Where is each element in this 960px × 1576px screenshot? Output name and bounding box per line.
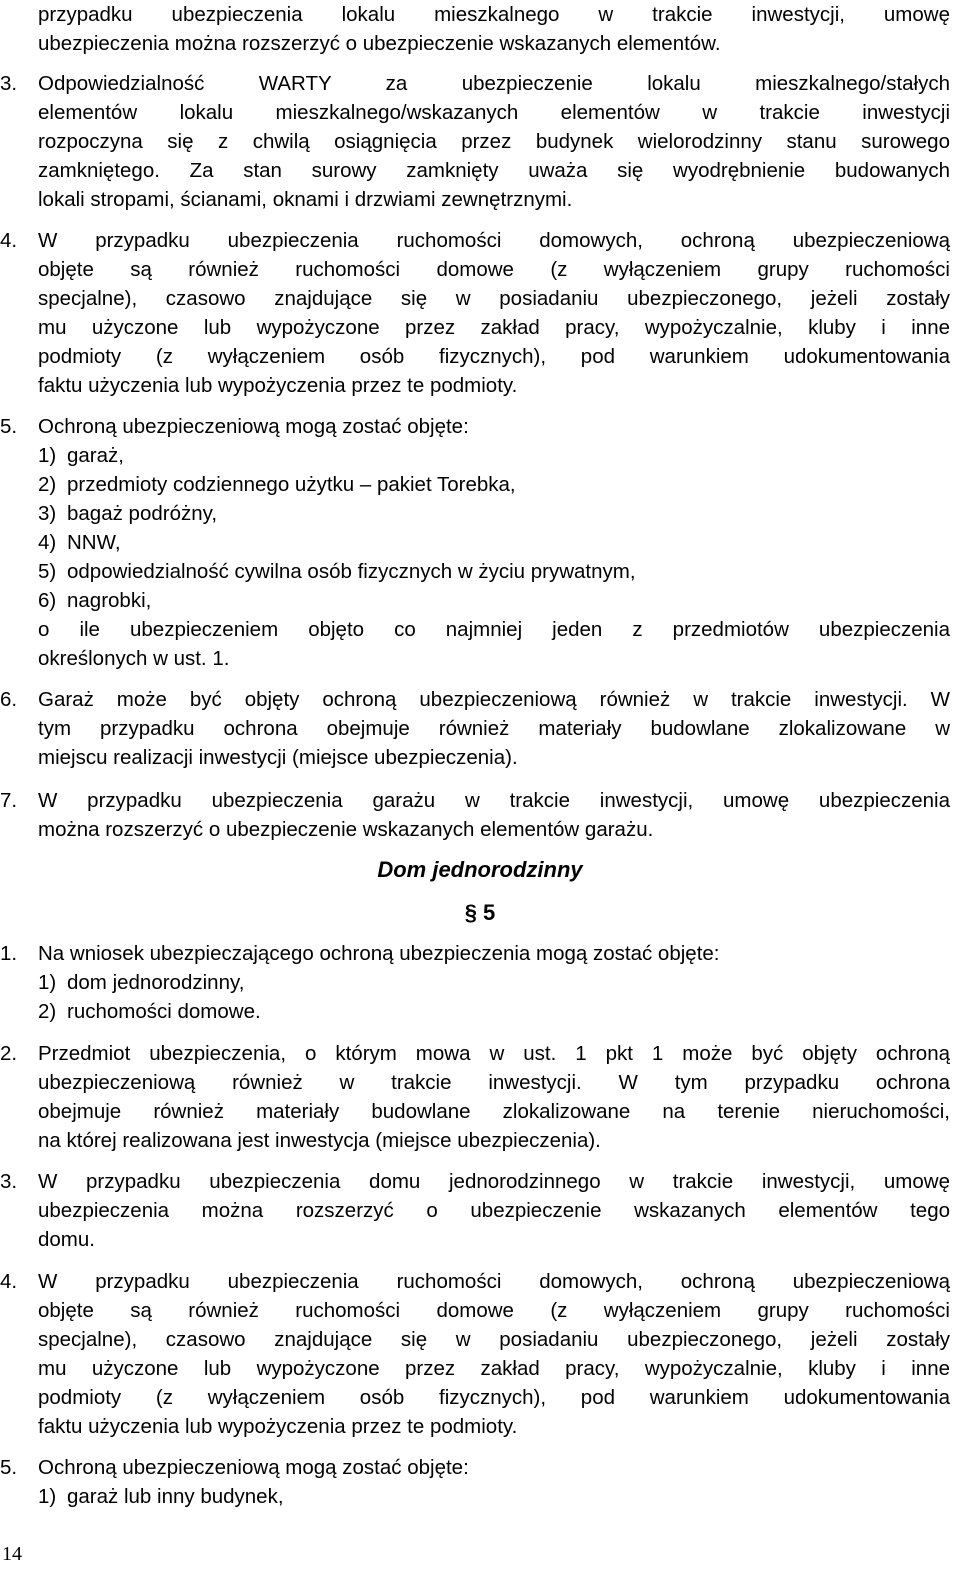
list-item-number: 4): [38, 531, 57, 554]
section-number: § 5: [464, 900, 496, 925]
text-line: elementów lokalu mieszkalnego/wskazanych elementów w trakcie inwestycji: [38, 101, 950, 124]
text-line: ubezpieczenia można rozszerzyć o ubezpieczenie wskazanych elementów tego: [38, 1199, 950, 1222]
list-item: nagrobki,: [67, 589, 152, 612]
list-item-number: 1): [38, 444, 57, 467]
text-line: mu użyczone lub wypożyczone przez zakład pracy, wypożyczalnie, kluby i inne: [38, 1357, 950, 1380]
list-item-number: 2): [38, 473, 57, 496]
text-line: mu użyczone lub wypożyczone przez zakład pracy, wypożyczalnie, kluby i inne: [38, 316, 950, 339]
text-line: Na wniosek ubezpieczającego ochroną ubezpieczenia mogą zostać objęte:: [38, 942, 720, 965]
text-line: ubezpieczenia można rozszerzyć o ubezpieczenie wskazanych elementów.: [38, 32, 721, 55]
paragraph-number: 5.: [0, 1456, 18, 1479]
text-line: objęte są również ruchomości domowe (z wyłączeniem grupy ruchomości: [38, 1299, 950, 1322]
paragraph-number: 5.: [0, 415, 18, 438]
text-line: Garaż może być objęty ochroną ubezpieczeniową również w trakcie inwestycji. W: [38, 688, 950, 711]
paragraph-number: 6.: [0, 688, 18, 711]
text-line: specjalne), czasowo znajdujące się w posiadaniu ubezpieczonego, jeżeli zostały: [38, 1328, 950, 1351]
text-line: przypadku ubezpieczenia lokalu mieszkalnego w trakcie inwestycji, umowę: [38, 3, 950, 26]
text-line: W przypadku ubezpieczenia ruchomości domowych, ochroną ubezpieczeniową: [38, 1270, 950, 1293]
text-line: na której realizowana jest inwestycja (miejsce ubezpieczenia).: [38, 1129, 601, 1152]
text-line: specjalne), czasowo znajdujące się w posiadaniu ubezpieczonego, jeżeli zostały: [38, 287, 950, 310]
list-item-number: 1): [38, 1485, 57, 1508]
text-line: objęte są również ruchomości domowe (z wyłączeniem grupy ruchomości: [38, 258, 950, 281]
list-item: ruchomości domowe.: [67, 1000, 261, 1023]
text-line: W przypadku ubezpieczenia domu jednorodzinnego w trakcie inwestycji, umowę: [38, 1170, 950, 1193]
text-line: określonych w ust. 1.: [38, 647, 230, 670]
list-item: przedmioty codziennego użytku – pakiet Torebka,: [67, 473, 516, 496]
list-item-number: 6): [38, 589, 57, 612]
list-item: garaż lub inny budynek,: [67, 1485, 284, 1508]
paragraph-number: 7.: [0, 789, 18, 812]
section-heading: Dom jednorodzinny: [377, 857, 583, 882]
paragraph-number: 4.: [0, 1270, 18, 1293]
text-line: Przedmiot ubezpieczenia, o którym mowa w ust. 1 pkt 1 może być objęty ochroną: [38, 1042, 950, 1065]
paragraph-number: 1.: [0, 942, 18, 965]
text-line: lokali stropami, ścianami, oknami i drzwiami zewnętrznymi.: [38, 188, 573, 211]
list-item: NNW,: [67, 531, 121, 554]
text-line: W przypadku ubezpieczenia garażu w trakcie inwestycji, umowę ubezpieczenia: [38, 789, 950, 812]
list-item: bagaż podróżny,: [67, 502, 218, 525]
text-line: o ile ubezpieczeniem objęto co najmniej jeden z przedmiotów ubezpieczenia: [38, 618, 950, 641]
text-line: podmioty (z wyłączeniem osób fizycznych), pod warunkiem udokumentowania: [38, 345, 950, 368]
list-item-number: 1): [38, 971, 57, 994]
text-line: można rozszerzyć o ubezpieczenie wskazanych elementów garażu.: [38, 818, 654, 841]
text-line: Odpowiedzialność WARTY za ubezpieczenie lokalu mieszkalnego/stałych: [38, 72, 950, 95]
text-line: miejscu realizacji inwestycji (miejsce ubezpieczenia).: [38, 746, 518, 769]
list-item-number: 3): [38, 502, 57, 525]
paragraph-number: 4.: [0, 229, 18, 252]
list-item: garaż,: [67, 444, 124, 467]
paragraph-number: 2.: [0, 1042, 18, 1065]
text-line: ubezpieczeniową również w trakcie inwestycji. W tym przypadku ochrona: [38, 1071, 950, 1094]
list-item: odpowiedzialność cywilna osób fizycznych w życiu prywatnym,: [67, 560, 636, 583]
page-number: 14: [2, 1543, 22, 1565]
text-line: faktu użyczenia lub wypożyczenia przez te podmioty.: [38, 1415, 518, 1438]
list-item-number: 5): [38, 560, 57, 583]
text-line: Ochroną ubezpieczeniową mogą zostać objęte:: [38, 415, 469, 438]
list-item: dom jednorodzinny,: [67, 971, 245, 994]
text-line: Ochroną ubezpieczeniową mogą zostać objęte:: [38, 1456, 469, 1479]
text-line: obejmuje również materiały budowlane zlokalizowane na terenie nieruchomości,: [38, 1100, 950, 1123]
text-line: zamkniętego. Za stan surowy zamknięty uważa się wyodrębnienie budowanych: [38, 159, 950, 182]
text-line: rozpoczyna się z chwilą osiągnięcia przez budynek wielorodzinny stanu surowego: [38, 130, 950, 153]
paragraph-number: 3.: [0, 72, 18, 95]
list-item-number: 2): [38, 1000, 57, 1023]
text-line: podmioty (z wyłączeniem osób fizycznych), pod warunkiem udokumentowania: [38, 1386, 950, 1409]
text-line: tym przypadku ochrona obejmuje również materiały budowlane zlokalizowane w: [38, 717, 950, 740]
text-line: W przypadku ubezpieczenia ruchomości domowych, ochroną ubezpieczeniową: [38, 229, 950, 252]
text-line: faktu użyczenia lub wypożyczenia przez te podmioty.: [38, 374, 518, 397]
paragraph-number: 3.: [0, 1170, 18, 1193]
text-line: domu.: [38, 1228, 95, 1251]
